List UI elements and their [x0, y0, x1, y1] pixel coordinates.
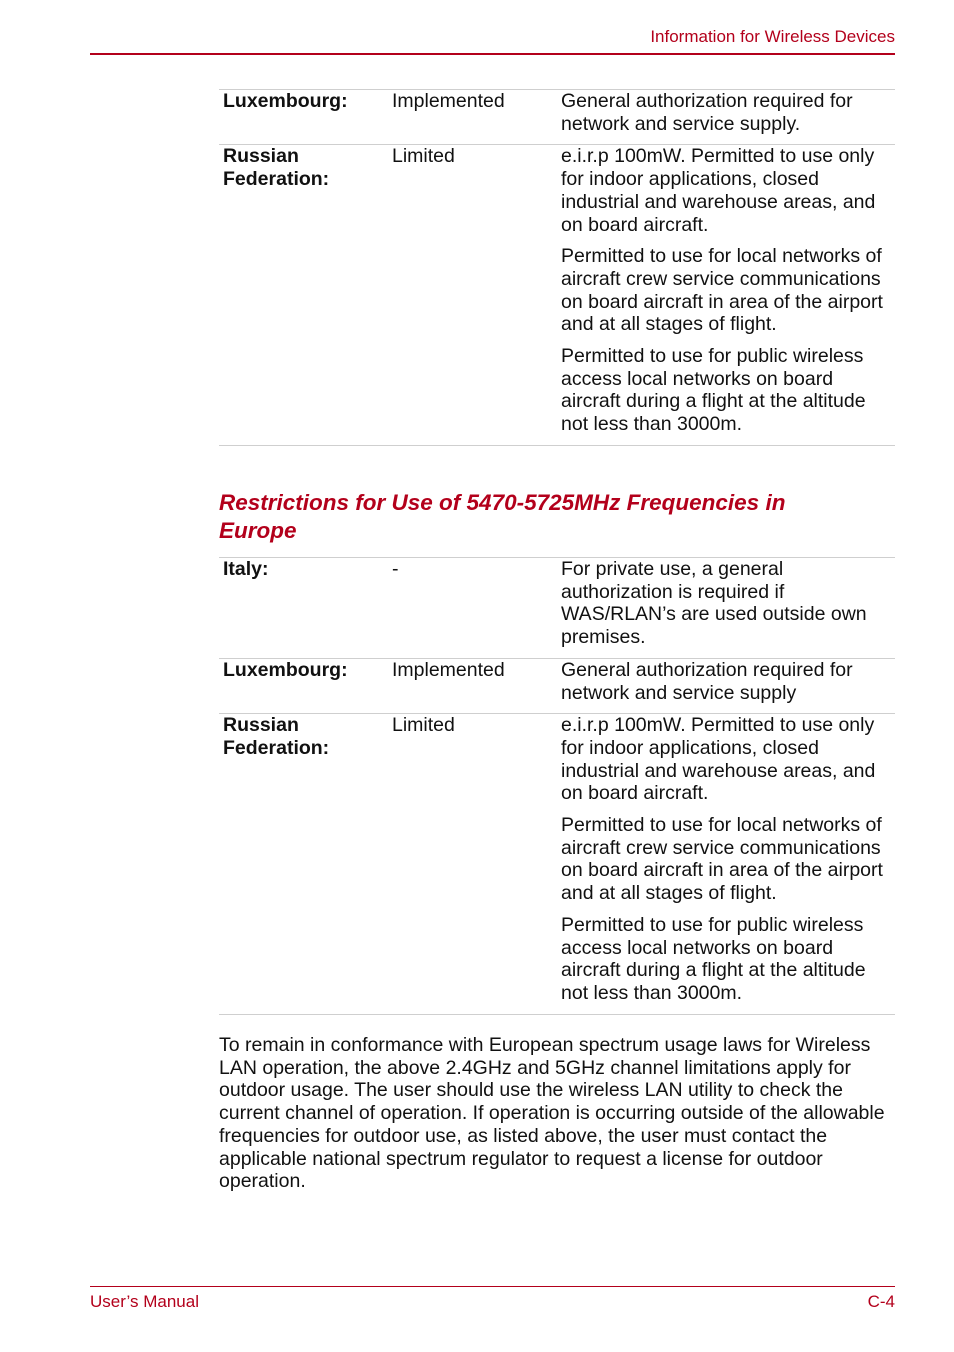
description-paragraph: e.i.r.p 100mW. Permitted to use only for indoor applications, closed industrial and warehouse areas, and on board aircraft.	[561, 145, 876, 236]
status-cell: -	[392, 558, 399, 580]
description-paragraph: For private use, a general authorization is required if WAS/RLAN’s are used outside own premises.	[561, 558, 867, 649]
country-cell: Russian Federation:	[223, 145, 330, 191]
description-paragraph: e.i.r.p 100mW. Permitted to use only for indoor applications, closed industrial and warehouse areas, and on board aircraft.	[561, 714, 876, 805]
footer-manual-title: User’s Manual	[90, 1292, 199, 1311]
regulation-table-2	[219, 557, 895, 1015]
table-row	[219, 90, 895, 145]
description-paragraph: Permitted to use for local networks of aircraft crew service communications on board aircraft in area of the airport and at all stages of flight.	[561, 245, 883, 336]
description-paragraph: Permitted to use for local networks of aircraft crew service communications on board aircraft in area of the airport and at all stages of flight.	[561, 814, 883, 905]
running-header: Information for Wireless Devices	[650, 27, 895, 46]
country-cell: Russian Federation:	[223, 714, 330, 759]
table-row	[219, 658, 895, 713]
status-cell: Implemented	[392, 90, 505, 112]
description-paragraph: General authorization required for network and service supply.	[561, 90, 853, 135]
country-cell: Italy:	[223, 558, 269, 580]
country-cell: Luxembourg:	[223, 658, 348, 681]
description-paragraph: Permitted to use for public wireless access local networks on board aircraft during a flight at the altitude not less than 3000m.	[561, 913, 866, 1004]
header-rule	[90, 53, 895, 55]
status-cell: Implemented	[392, 658, 505, 681]
table-row	[219, 145, 895, 445]
description-cell	[557, 145, 895, 445]
description-cell	[557, 658, 895, 713]
description-cell	[557, 558, 895, 659]
section-heading: Restrictions for Use of 5470-5725MHz Frequencies in Europe	[219, 490, 786, 543]
description-paragraph: General authorization required for network and service supply	[561, 658, 853, 704]
footer-rule	[90, 1286, 895, 1287]
description-cell	[557, 714, 895, 1014]
page-number: C-4	[867, 1292, 895, 1311]
description-cell	[557, 90, 895, 145]
body-paragraph: To remain in conformance with European spectrum usage laws for Wireless LAN operation, the above 2.4GHz and 5GHz channel limitations apply for outdoor usage. The user should use the wireless LAN utility to check the current channel of operation. If operation is occurring outside of the allowable frequencies for outdoor use, as listed above, the user must contact the applicable national spectrum regulator to request a license for outdoor operation.	[219, 1034, 885, 1193]
country-cell: Luxembourg:	[223, 90, 348, 112]
table-row	[219, 558, 895, 659]
description-paragraph: Permitted to use for public wireless access local networks on board aircraft during a flight at the altitude not less than 3000m.	[561, 345, 866, 436]
status-cell: Limited	[392, 714, 455, 737]
regulation-table-1	[219, 89, 895, 446]
status-cell: Limited	[392, 145, 455, 168]
table-row	[219, 714, 895, 1014]
